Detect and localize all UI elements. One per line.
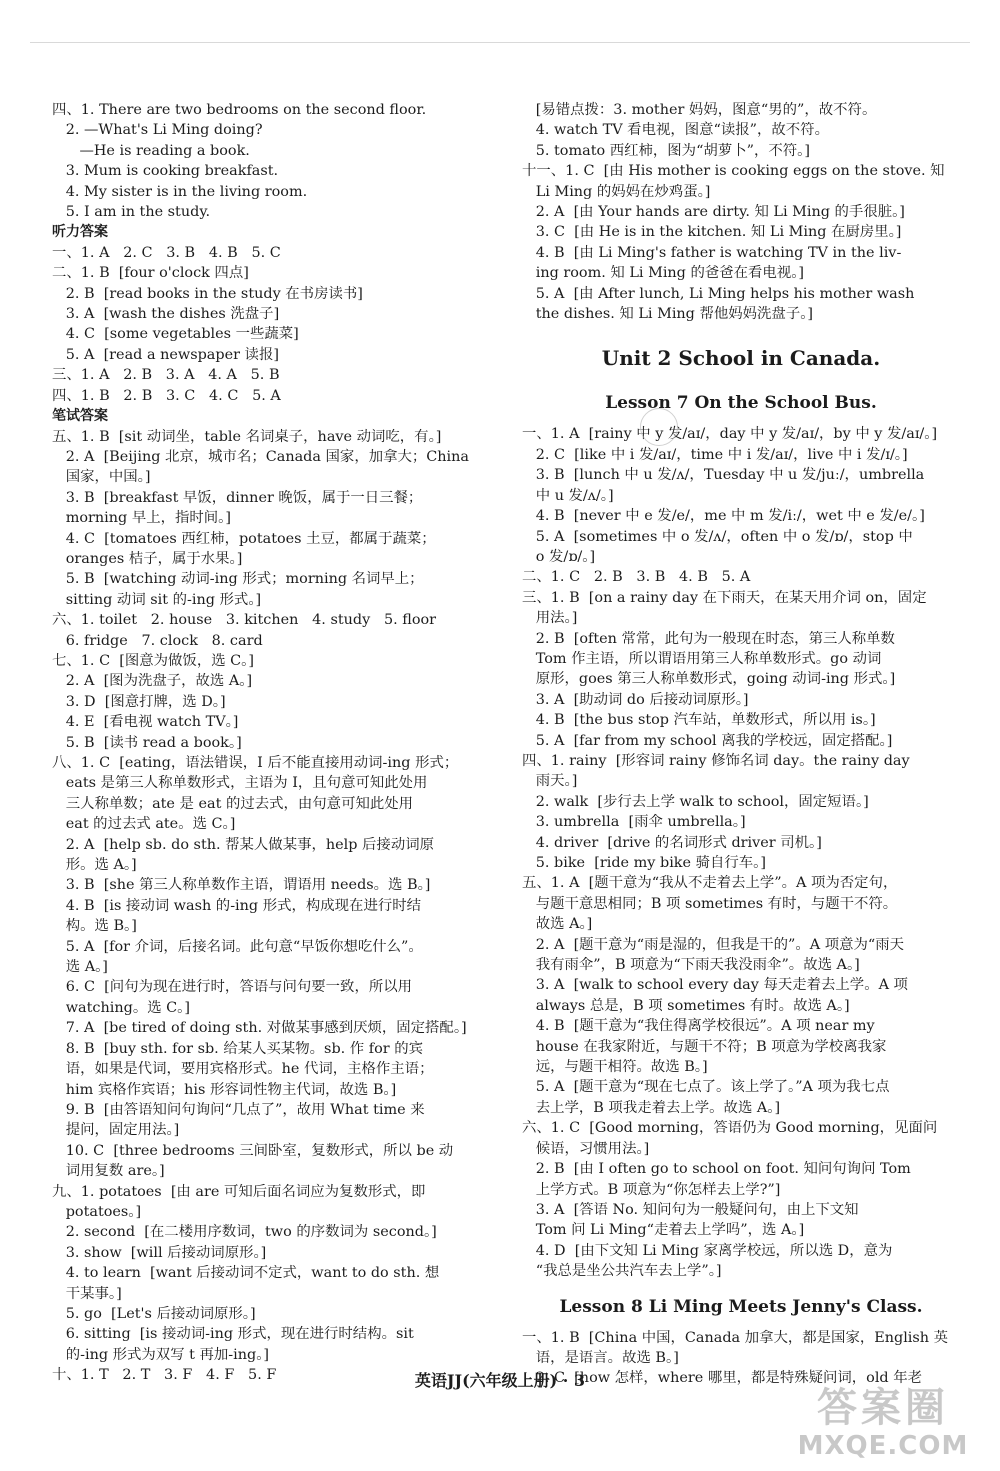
answer-line: 3. A [wash the dishes 洗盘子] bbox=[52, 306, 280, 323]
section-heading: 听力答案 bbox=[52, 224, 108, 241]
answer-line: [易错点拨：3. mother 妈妈，图意“男的”，故不符。 bbox=[522, 102, 877, 118]
answer-line: 上学方式。B 项意为“你怎样去上学?”] bbox=[522, 1181, 781, 1198]
answer-line: eats 是第三人称单数形式，主语为 I，且句意可知此处用 bbox=[52, 775, 428, 792]
answer-line: potatoes。] bbox=[52, 1203, 142, 1220]
answer-line: 用法。] bbox=[522, 610, 578, 627]
left-column bbox=[52, 100, 490, 1386]
lesson8-title: Lesson 8 Li Ming Meets Jenny's Class. bbox=[559, 1296, 923, 1317]
answer-line: oranges 桔子，属于水果。] bbox=[52, 550, 243, 567]
watermark-logo bbox=[788, 1385, 978, 1465]
right-column-part2 bbox=[522, 424, 960, 1281]
answer-line: 五、1. A [题干意为“我从不走着去上学”。A 项为否定句， bbox=[522, 875, 898, 892]
answer-line: morning 早上，指时间。] bbox=[52, 510, 231, 527]
answer-line: 4. to learn [want 后接动词不定式，want to do sth. 想 bbox=[52, 1265, 440, 1282]
answer-line: 4. D [由下文知 Li Ming 家离学校远，所以选 D，意为 bbox=[522, 1242, 893, 1259]
answer-line: 三人称单数；ate 是 eat 的过去式，由句意可知此处用 bbox=[52, 795, 414, 812]
answer-line: 2. walk [步行去上学 walk to school，固定短语。] bbox=[522, 793, 869, 810]
right-column-part1 bbox=[522, 100, 960, 324]
answer-line: 6. fridge 7. clock 8. card bbox=[52, 632, 263, 649]
answer-line: 2. B [由 I often go to school on foot. 知问句询问 Tom bbox=[522, 1161, 911, 1178]
answer-line: 一、1. B [China 中国，Canada 加拿大，都是国家，English 英 bbox=[522, 1329, 949, 1346]
answer-line: 3. umbrella [雨伞 umbrella。] bbox=[522, 814, 746, 831]
answer-line: 4. B [题干意为“我住得离学校很远”。A 项 near my bbox=[522, 1018, 875, 1035]
answer-line: 去上学，B 项我走着去上学。故选 A。] bbox=[522, 1099, 781, 1116]
answer-line: 的-ing 形式为双写 t 再加-ing。] bbox=[52, 1346, 270, 1363]
answer-line: 2. C [how 怎样，where 哪里，都是特殊疑问词，old 年老 bbox=[522, 1370, 923, 1387]
answer-line: 候语，习惯用法。] bbox=[522, 1140, 650, 1157]
answer-line: 3. A [答语 No. 知问句为一般疑问句，由上下文知 bbox=[522, 1201, 859, 1218]
answer-line: 四、1. rainy [形容词 rainy 修饰名词 day。the rainy day bbox=[522, 752, 910, 769]
answer-line: 故选 A。] bbox=[522, 916, 593, 933]
answer-line: 形。选 A。] bbox=[52, 857, 137, 874]
answer-line: 语，如果是代词，要用宾格形式。he 代词，主格作主语； bbox=[52, 1061, 434, 1078]
answer-line: 二、1. B [four o'clock 四点] bbox=[52, 265, 249, 282]
answer-line: 5. A [far from my school 离我的学校远，固定搭配。] bbox=[522, 732, 893, 749]
answer-line: 雨天。] bbox=[522, 773, 578, 790]
answer-line: 六、1. C [Good morning，答语仍为 Good morning，见面问 bbox=[522, 1120, 938, 1137]
answer-line: 三、1. B [on a rainy day 在下雨天，在某天用介词 on，固定 bbox=[522, 589, 927, 606]
answer-line: 5. A [sometimes 中 o 发/ʌ/，often 中 o 发/ɒ/，stop 中 bbox=[522, 528, 913, 545]
answer-line: 4. E [看电视 watch TV。] bbox=[52, 714, 239, 731]
answer-line: 2. A [题干意为“雨是湿的，但我是干的”。A 项意为“雨天 bbox=[522, 936, 905, 953]
answer-line: 3. Mum is cooking breakfast. bbox=[52, 163, 279, 180]
answer-line: 六、1. toilet 2. house 3. kitchen 4. study 5. floor bbox=[52, 612, 437, 629]
answer-line: 5. bike [ride my bike 骑自行车。] bbox=[522, 855, 766, 871]
answer-line: 选 A。] bbox=[52, 959, 108, 976]
answer-line: 三、1. A 2. B 3. A 4. A 5. B bbox=[52, 367, 280, 384]
answer-line: 4. B [is 接动词 wash 的-ing 形式，构成现在进行时结 bbox=[52, 897, 422, 914]
answer-line: 九、1. potatoes [由 are 可知后面名词应为复数形式，即 bbox=[52, 1183, 426, 1200]
answer-line: o 发/ɒ/。] bbox=[522, 548, 596, 565]
answer-line: Tom 问 Li Ming“走着去上学吗”，选 A。] bbox=[522, 1222, 805, 1239]
answer-line: 4. C [tomatoes 西红柿，potatoes 土豆，都属于蔬菜； bbox=[52, 530, 436, 547]
answer-line: watching。选 C。] bbox=[52, 999, 190, 1016]
answer-line: —He is reading a book. bbox=[52, 142, 250, 159]
answer-line: 5. A [题干意为“现在七点了。该上学了。”A 项为我七点 bbox=[522, 1079, 890, 1096]
answer-line: 2. A [由 Your hands are dirty. 知 Li Ming 的手很脏。] bbox=[522, 204, 905, 221]
right-column bbox=[522, 100, 960, 1389]
answer-line: 十、1. T 2. T 3. F 4. F 5. F bbox=[52, 1367, 277, 1384]
answer-line: 干某事。] bbox=[52, 1285, 122, 1302]
answer-line: 二、1. C 2. B 3. B 4. B 5. A bbox=[522, 569, 751, 586]
answer-line: 2. —What's Li Ming doing? bbox=[52, 122, 263, 139]
answer-line: 5. A [由 After lunch, Li Ming helps his mother wash bbox=[522, 285, 915, 302]
answer-line: 6. sitting [is 接动词-ing 形式，现在进行时结构。sit bbox=[52, 1326, 414, 1343]
answer-line: 6. C [问句为现在进行时，答语与问句要一致，所以用 bbox=[52, 979, 413, 996]
answer-line: 八、1. C [eating，语法错误，I 后不能直接用动词-ing 形式； bbox=[52, 755, 459, 771]
answer-line: 四、1. There are two bedrooms on the second floor. bbox=[52, 102, 427, 118]
lesson7-title: Lesson 7 On the School Bus. bbox=[605, 393, 877, 414]
answer-line: 10. C [three bedrooms 三间卧室，复数形式，所以 be 动 bbox=[52, 1142, 454, 1159]
answer-line: the dishes. 知 Li Ming 帮他妈妈洗盘子。] bbox=[522, 306, 814, 323]
watermark-url: MXQE.COM bbox=[797, 1431, 969, 1461]
answer-line: 7. A [be tired of doing sth. 对做某事感到厌烦，固定搭配。] bbox=[52, 1020, 467, 1037]
answer-line: 我有雨伞”，B 项意为“下雨天我没雨伞”。故选 A。] bbox=[522, 957, 860, 974]
answer-line: 五、1. B [sit 动词坐，table 名词桌子，have 动词吃，有。] bbox=[52, 428, 442, 445]
answer-line: eat 的过去式 ate。选 C。] bbox=[52, 816, 236, 833]
answer-line: 3. B [lunch 中 u 发/ʌ/，Tuesday 中 u 发/juː/，umbrella bbox=[522, 467, 925, 484]
answer-line: 2. A [help sb. do sth. 帮某人做某事，help 后接动词原 bbox=[52, 836, 434, 853]
answer-line: 4. watch TV 看电视，图意“读报”，故不符。 bbox=[522, 122, 829, 139]
answer-line: 3. A [助动词 do 后接动词原形。] bbox=[522, 691, 749, 708]
answer-line: Li Ming 的妈妈在炒鸡蛋。] bbox=[522, 183, 711, 200]
answer-line: 9. B [由答语知问句询问“几点了”，故用 What time 来 bbox=[52, 1101, 425, 1118]
answer-line: 4. driver [drive 的名词形式 driver 司机。] bbox=[522, 834, 822, 851]
answer-line: 远，与题干相符。故选 B。] bbox=[522, 1059, 708, 1076]
answer-line: ing room. 知 Li Ming 的爸爸在看电视。] bbox=[522, 265, 805, 282]
answer-line: 5. A [for 介词，后接名词。此句意“早饭你想吃什么”。 bbox=[52, 938, 423, 955]
answer-line: 2. A [图为洗盘子，故选 A。] bbox=[52, 673, 253, 690]
answer-line: 3. A [walk to school every day 每天走着去上学。A 项 bbox=[522, 977, 908, 994]
answer-line: 8. B [buy sth. for sb. 给某人买某物。sb. 作 for 的宾 bbox=[52, 1040, 423, 1057]
answer-line: 3. B [breakfast 早饭，dinner 晚饭，属于一日三餐； bbox=[52, 489, 423, 506]
answer-line: 提问，固定用法。] bbox=[52, 1122, 180, 1139]
answer-line: 语，是语言。故选 B。] bbox=[522, 1349, 679, 1366]
top-rule bbox=[30, 42, 970, 43]
answer-line: 4. B [由 Li Ming's father is watching TV in the liv- bbox=[522, 244, 902, 261]
answer-line: 一、1. A 2. C 3. B 4. B 5. C bbox=[52, 244, 281, 261]
unit-title: Unit 2 School in Canada. bbox=[601, 346, 881, 371]
answer-line: 2. B [often 常常，此句为一般现在时态，第三人称单数 bbox=[522, 630, 895, 647]
answer-line: 2. B [read books in the study 在书房读书] bbox=[52, 285, 363, 302]
answer-line: Tom 作主语，所以谓语用第三人称单数形式。go 动词 bbox=[522, 650, 882, 667]
answer-line: 5. B [watching 动词-ing 形式；morning 名词早上； bbox=[52, 571, 424, 588]
answer-line: 5. go [Let's 后接动词原形。] bbox=[52, 1305, 256, 1322]
watermark-text: 答案圈 bbox=[817, 1385, 949, 1431]
answer-line: 5. tomato 西红柿，图为“胡萝卜”，不符。] bbox=[522, 142, 810, 159]
answer-line: 3. show [will 后接动词原形。] bbox=[52, 1244, 267, 1261]
answer-line: 3. B [she 第三人称单数作主语，谓语用 needs。选 B。] bbox=[52, 877, 431, 894]
answer-line: always 总是，B 项 sometimes 有时。故选 A。] bbox=[522, 997, 850, 1014]
answer-line: 3. C [由 He is in the kitchen. 知 Li Ming 在厨房里。] bbox=[522, 224, 902, 241]
stamp-mark bbox=[640, 408, 678, 446]
answer-line: 中 u 发/ʌ/。] bbox=[522, 487, 614, 504]
answer-line: 一、1. A [rainy 中 y 发/aɪ/，day 中 y 发/aɪ/，by 中 y 发/aɪ/。] bbox=[522, 426, 938, 443]
answer-line: 4. My sister is in the living room. bbox=[52, 183, 308, 200]
answer-line: him 宾格作宾语；his 形容词性物主代词，故选 B。] bbox=[52, 1081, 397, 1098]
page-footer: 英语JJ(六年级上册) · 3 bbox=[414, 1371, 586, 1390]
answer-line: 3. D [图意打牌，选 D。] bbox=[52, 693, 226, 710]
answer-line: house 在我家附近，与题干不符；B 项意为学校离我家 bbox=[522, 1038, 887, 1055]
answer-line: 构。选 B。] bbox=[52, 918, 137, 935]
answer-line: 四、1. B 2. B 3. C 4. C 5. A bbox=[52, 387, 281, 404]
answer-line: 原形，goes 第三人称单数形式，going 动词-ing 形式。] bbox=[522, 671, 896, 688]
answer-line: sitting 动词 sit 的-ing 形式。] bbox=[52, 591, 262, 608]
answer-line: 2. second [在二楼用序数词，two 的序数词为 second。] bbox=[52, 1224, 437, 1241]
answer-line: 2. A [Beijing 北京，城市名；Canada 国家，加拿大；China bbox=[52, 448, 469, 465]
answer-line: 5. B [读书 read a book。] bbox=[52, 734, 242, 751]
section-heading: 笔试答案 bbox=[52, 408, 108, 425]
answer-line: 十一、1. C [由 His mother is cooking eggs on the stove. 知 bbox=[522, 163, 945, 180]
answer-line: 2. C [like 中 i 发/aɪ/，time 中 i 发/aɪ/，live 中 i 发/ɪ/。] bbox=[522, 446, 908, 463]
answer-line: 4. C [some vegetables 一些蔬菜] bbox=[52, 326, 299, 343]
answer-line: 5. A [read a newspaper 读报] bbox=[52, 346, 279, 363]
answer-line: 5. I am in the study. bbox=[52, 204, 211, 221]
answer-line: 七、1. C [图意为做饭，选 C。] bbox=[52, 652, 254, 669]
answer-line: 与题干意思相同；B 项 sometimes 有时，与题干不符。 bbox=[522, 895, 898, 912]
answer-line: “我总是坐公共汽车去上学”。] bbox=[522, 1263, 722, 1280]
answer-line: 国家，中国。] bbox=[52, 469, 151, 486]
answer-line: 4. B [never 中 e 发/e/，me 中 m 发/iː/，wet 中 e 发/e/。] bbox=[522, 508, 925, 525]
answer-line: 4. B [the bus stop 汽车站，单数形式，所以用 is。] bbox=[522, 712, 876, 729]
answer-line: 词用复数 are。] bbox=[52, 1163, 165, 1180]
